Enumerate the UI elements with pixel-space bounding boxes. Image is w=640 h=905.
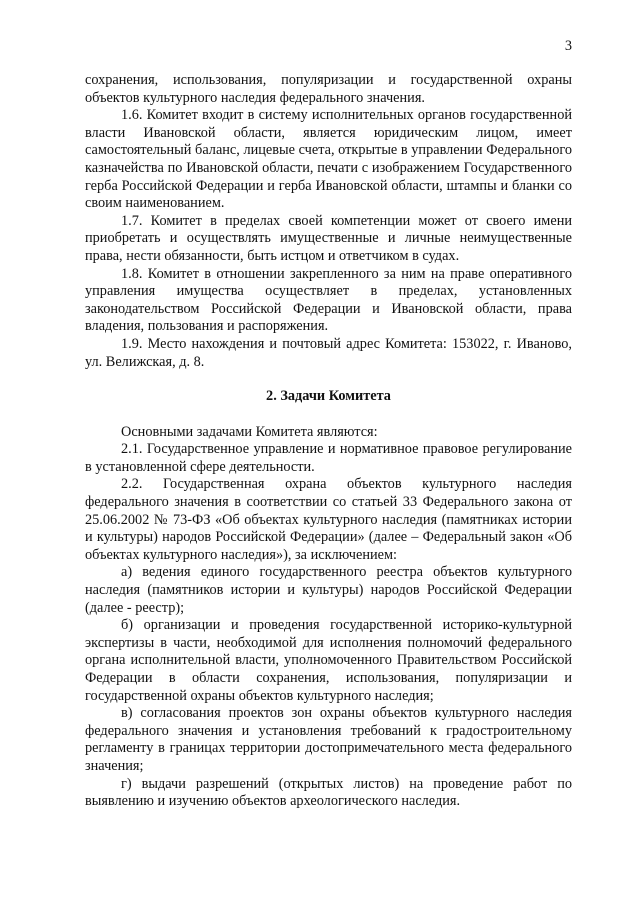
paragraph-item-v: в) согласования проектов зон охраны объектов культурного наследия федерального значения и установления требований к градостроительному регламенту в границах территории достопримечательного места федерального значения;	[85, 705, 572, 774]
paragraph-1-7: 1.7. Комитет в пределах своей компетенции может от своего имени приобретать и осуществлять имущественные и личные неимущественные права, нести обязанности, быть истцом и ответчиком в судах.	[85, 212, 572, 264]
paragraph-item-g: г) выдачи разрешений (открытых листов) на проведение работ по выявлению и изучению объектов археологического наследия.	[85, 775, 572, 810]
page-number: 3	[564, 38, 572, 54]
paragraph-item-b: б) организации и проведения государственной историко-культурной экспертизы в части, необходимой для исполнения полномочий федерального органа исполнительной власти, уполномоченного Правительством Российской Федерации в области сохранения, использования, популяризации и государственной охраны объектов культурного наследия;	[85, 617, 572, 704]
paragraph-1-8: 1.8. Комитет в отношении закрепленного за ним на праве оперативного управления имущества осуществляет в пределах, установленных законодательством Российской Федерации и Ивановской области, права владения, пользования и распоряжения.	[85, 265, 572, 335]
document-body	[85, 72, 572, 811]
paragraph-continuation: сохранения, использования, популяризации и государственной охраны объектов культурного наследия федерального значения.	[85, 72, 572, 106]
paragraph-intro: Основными задачами Комитета являются:	[121, 423, 378, 440]
paragraph-item-a: а) ведения единого государственного реестра объектов культурного наследия (памятников истории и культуры) народов Российской Федерации (далее - реестр);	[85, 564, 572, 616]
paragraph-1-6: 1.6. Комитет входит в систему исполнительных органов государственной власти Ивановской области, является юридическим лицом, имеет самостоятельный баланс, лицевые счета, открытые в управлении Федерального казначейства по Ивановской области, печати с изображением Государственного герба Российской Федерации и герба Ивановской области, штампы и бланки со своим наименованием.	[85, 107, 572, 212]
section-title: 2. Задачи Комитета	[266, 388, 391, 405]
paragraph-2-2: 2.2. Государственная охрана объектов культурного наследия федерального значения в соответствии со статьей 33 Федерального закона от 25.06.2002 № 73-ФЗ «Об объектах культурного наследия (памятниках истории и культуры) народов Российской Федерации» (далее – Федеральный закон «Об объектах культурного наследия»), за исключением:	[85, 476, 572, 563]
paragraph-2-1: 2.1. Государственное управление и нормативное правовое регулирование в установленной сфере деятельности.	[85, 441, 572, 475]
paragraph-1-9: 1.9. Место нахождения и почтовый адрес Комитета: 153022, г. Иваново, ул. Велижская, д. 8.	[85, 335, 572, 370]
